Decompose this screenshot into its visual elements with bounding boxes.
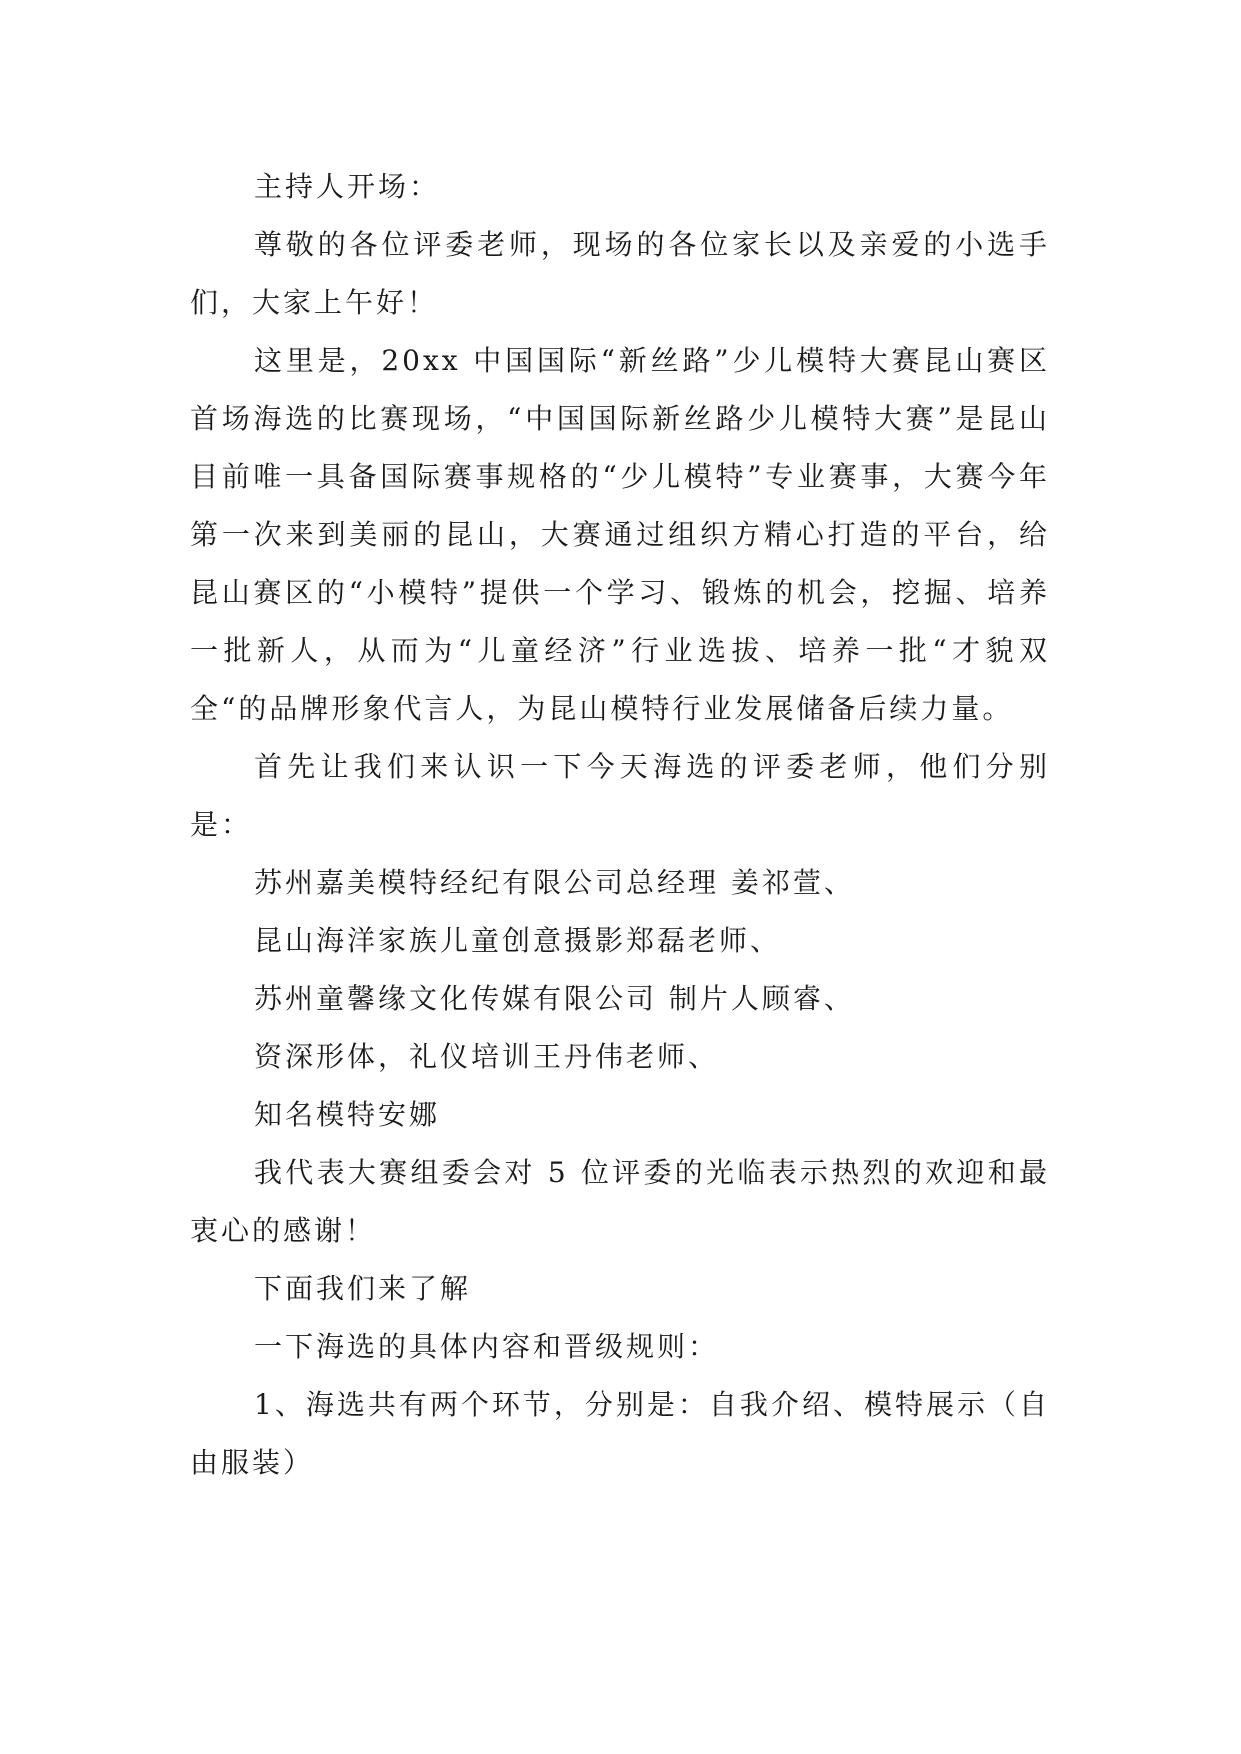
- paragraph-introduction: 这里是，20xx 中国国际“新丝路”少儿模特大赛昆山赛区首场海选的比赛现场，“中国国际新丝路少儿模特大赛”是昆山目前唯一具备国际赛事规格的“少儿模特”专业赛事，大赛今年第一次来到美丽的昆山，大赛通过组织方精心打造的平台，给昆山赛区的“小模特”提供一个学习、锻炼的机会，挖掘、培养一批新人，从而为“儿童经济”行业选拔、培养一批“才貌双全“的品牌形象代言人，为昆山模特行业发展储备后续力量。: [190, 344, 1050, 725]
- paragraph-greeting: 尊敬的各位评委老师，现场的各位家长以及亲爱的小选手们，大家上午好！: [190, 228, 1050, 319]
- paragraph-rule-1: 1、海选共有两个环节，分别是：自我介绍、模特展示（自由服装）: [190, 1388, 1050, 1479]
- judge-item: 知名模特安娜: [254, 1098, 441, 1131]
- paragraph-welcome: 我代表大赛组委会对 5 位评委的光临表示热烈的欢迎和最衷心的感谢！: [190, 1156, 1050, 1247]
- paragraph-host-opening: 主持人开场：: [254, 170, 441, 203]
- paragraph-judges-intro: 首先让我们来认识一下今天海选的评委老师，他们分别是：: [190, 750, 1050, 841]
- paragraph-next: 下面我们来了解: [254, 1272, 472, 1305]
- paragraph-rules-intro: 一下海选的具体内容和晋级规则：: [254, 1330, 720, 1363]
- judge-item: 昆山海洋家族儿童创意摄影郑磊老师、: [254, 924, 782, 957]
- judge-item: 资深形体，礼仪培训王丹伟老师、: [254, 1040, 720, 1073]
- judge-item: 苏州嘉美模特经纪有限公司总经理 姜祁萱、: [254, 866, 855, 899]
- document-body: [190, 158, 1050, 1492]
- judge-item: 苏州童馨缘文化传媒有限公司 制片人顾睿、: [254, 982, 855, 1015]
